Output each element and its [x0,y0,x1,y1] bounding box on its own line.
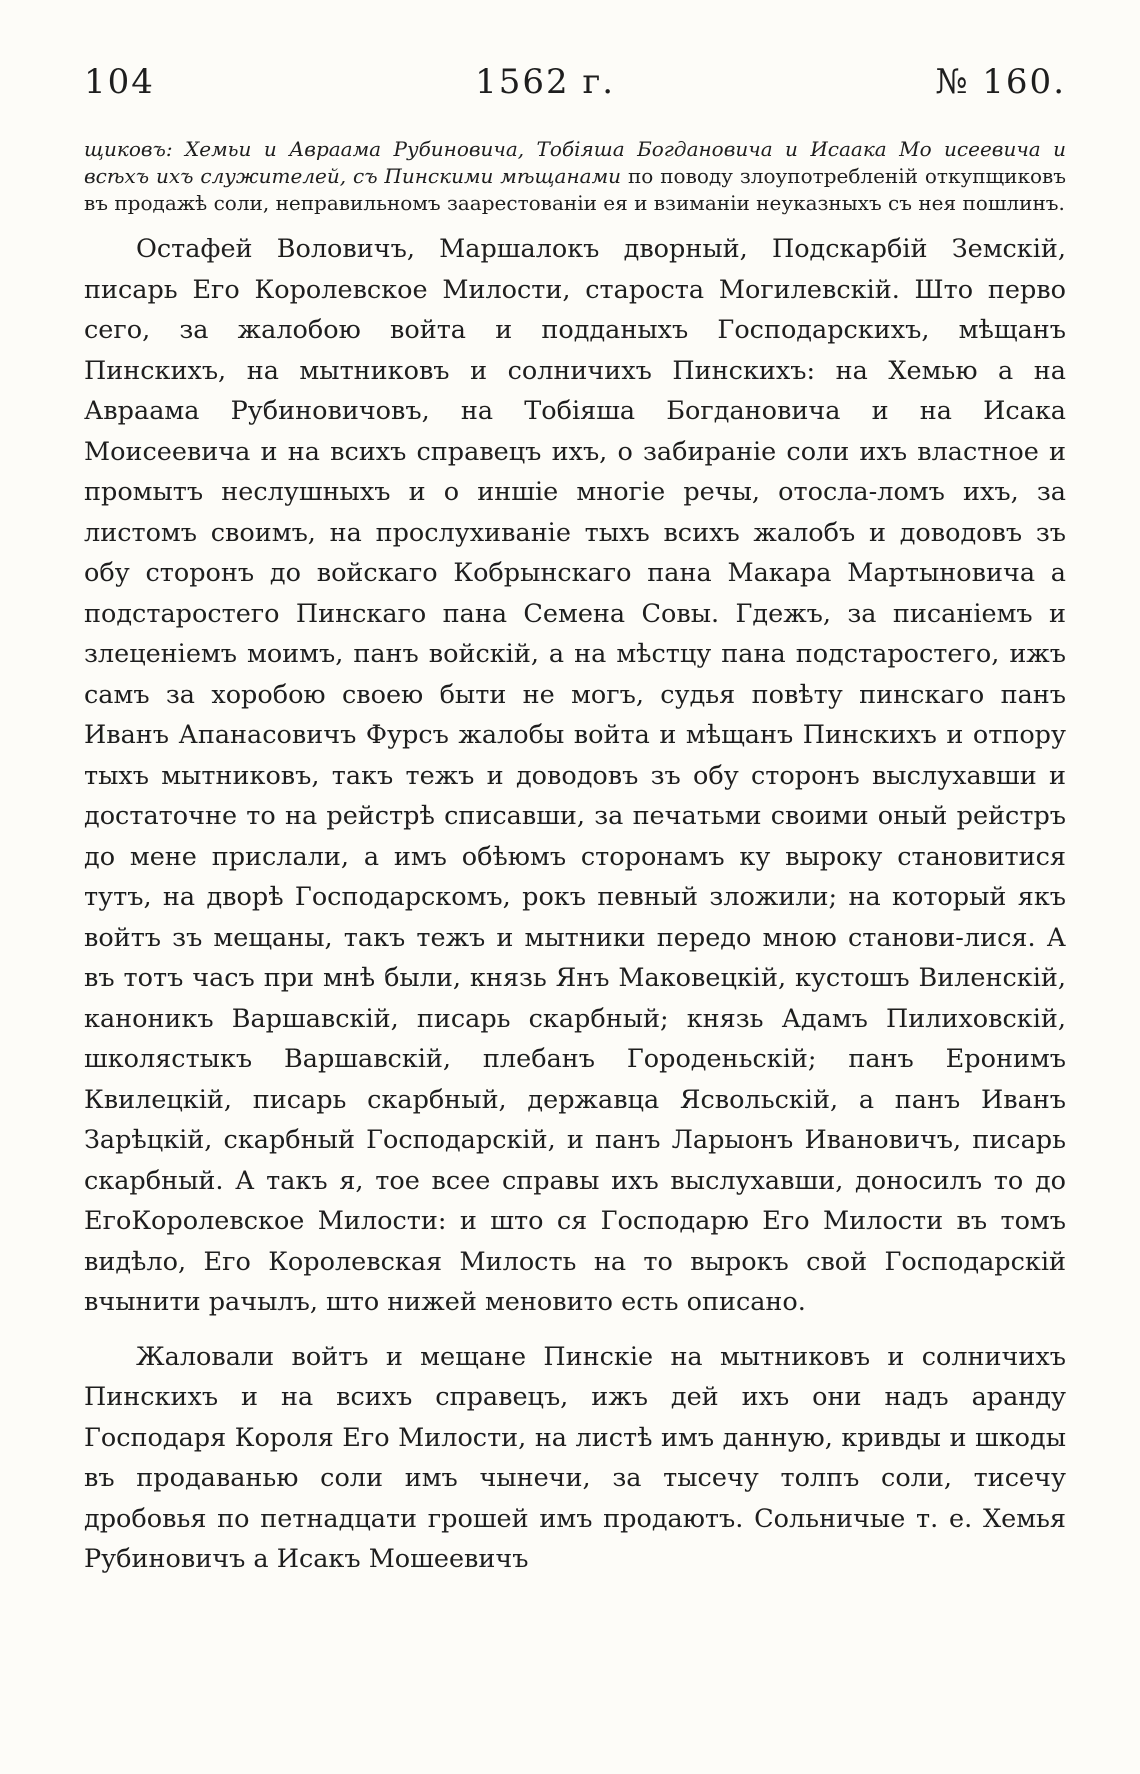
document-number: № 160. [935,62,1066,102]
body-paragraph-1: Остафей Воловичъ, Маршалокъ дворный, Подскарбій Земскій, писарь Его Королевское Милости, староста Могилевскій. Што перво сего, за жалобою войта и подданыхъ Господарскихъ, мѣщанъ Пинскихъ, на мытниковъ и солничихъ Пинскихъ: на Хемью а на Авраама Рубиновичовъ, на Тобіяша Богдановича и на Исака Моисеевича и на всихъ справецъ ихъ, о забираніе соли ихъ властное и промытъ неслушныхъ и о иншіе многіе речы, отосла-ломъ ихъ, за листомъ своимъ, на прослухиваніе тыхъ всихъ жалобъ и доводовъ зъ обу сторонъ до войскаго Кобрынскаго пана Макара Мартыновича а подстаростегo Пинскаго пана Семена Совы. Гдежъ, за писаніемъ и злеценіемъ моимъ, панъ войскій, а на мѣстцу пана подстаростего, ижъ самъ за хоробою своею быти не могъ, судья повѣту пинскаго панъ Иванъ Апанасовичъ Фурсъ жалобы войта и мѣщанъ Пинскихъ и отпору тыхъ мытниковъ, такъ тежъ и доводовъ зъ обу сторонъ выслухавши и достаточне то на рейстрѣ списавши, за печатьми своими оный рейстръ до мене прислали, а имъ обѣюмъ сторонамъ ку выроку становитися тутъ, на дворѣ Господарскомъ, рокъ певный зложили; на который якъ войтъ зъ мещаны, такъ тежъ и мытники передо мною станови-лися. А въ тотъ часъ при мнѣ были, князь Янъ Маковецкій, кустошъ Виленскій, каноникъ Варшавскій, писарь скарбный; князь Адамъ Пилиховскій, школястыкъ Варшавскій, плебанъ Городеньскій; панъ Еронимъ Квилецкій, писарь скарбный, державца Ясвольскій, а панъ Иванъ Зарѣцкій, скарбный Господарскій, и панъ Ларыонъ Ивановичъ, писарь скарбный. А такъ я, тое всее справы ихъ выслухавши, доносилъ то до ЕгоКоролевское Милости: и што ся Господарю Его Милости въ томъ видѣло, Его Королевская Милость на то вырокъ свой Господарскій вчынити рачылъ, што нижей меновито есть описано. [84,234,1066,1317]
page-header [84,62,1066,102]
body-paragraph-2: Жаловали войтъ и мещане Пинскіе на мытниковъ и солничихъ Пинскихъ и на всихъ справецъ, ижъ дей ихъ они надъ аранду Господаря Короля Его Милости, на листѣ имъ данную, кривды и шкоды въ продаванью соли имъ чынечи, за тысечу толпъ соли, тисечу дробовья по петнадцати грошей имъ продаютъ. Сольничые т. е. Хемья Рубиновичъ а Исакъ Мошеевичъ [84,1341,1066,1574]
summary-italic: щиковъ: Хемьи и Авраама Рубиновича, Тобіяша Богдановича и Исаака Мо исеевича и всѣхъ ихъ служителей, съ Пинскими мѣщанами [84,137,1066,188]
page-number: 104 [84,62,155,102]
document-summary [84,136,1066,217]
document-year: 1562 г. [475,62,616,102]
summary-regular: по поводу злоупотребленій откупщиковъ въ продажѣ соли, неправильномъ заарестованіи ея и взиманіи неуказныхъ съ нея пошлинъ. [84,164,1067,215]
